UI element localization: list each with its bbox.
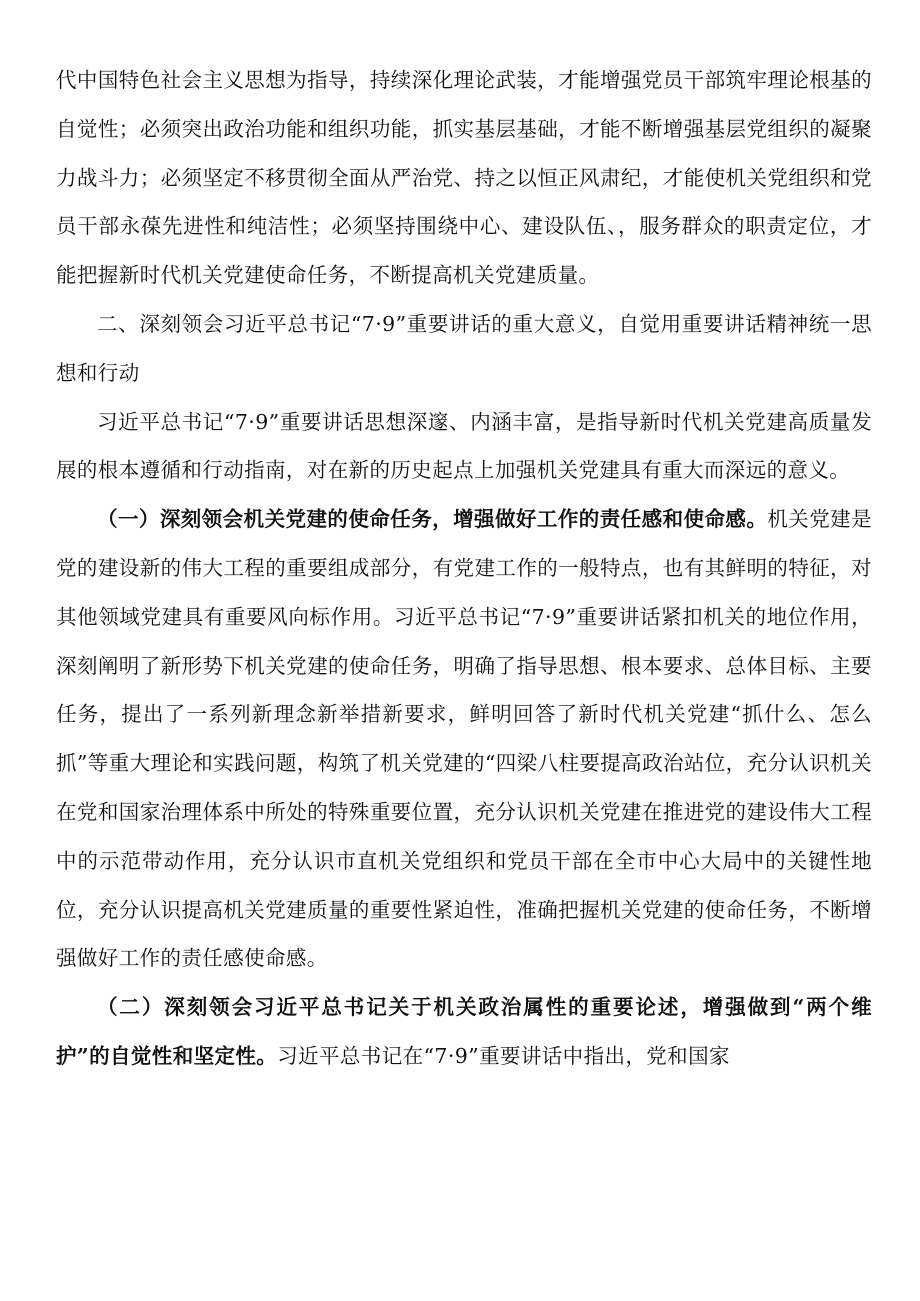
section-heading-two: 二、深刻领会习近平总书记“7·9”重要讲话的重大意义，自觉用重要讲话精神统一思想和行动 xyxy=(56,311,872,385)
subsection-one-body: 机关党建是党的建设新的伟大工程的重要组成部分，有党建工作的一般特点，也有其鲜明的特征，对其他领域党建具有重要风向标作用。习近平总书记“7·9”重要讲话紧扣机关的地位作用，深刻阐明了新形势下机关党建的使命任务，明确了指导思想、根本要求、总体目标、主要任务，提出了一系列新理念新举措新要求，鲜明回答了新时代机关党建“抓什么、怎么抓”等重大理论和实践问题，构筑了机关党建的“四梁八柱要提高政治站位，充分认识机关在党和国家治理体系中所处的特殊重要位置，充分认识机关党建在推进党的建设伟大工程中的示范带动作用，充分认识市直机关党组织和党员干部在全市中心大局中的关键性地位，充分认识提高机关党建质量的重要性紧迫性，准确把握机关党建的使命任务，不断增强做好工作的责任感使命感。 xyxy=(56,507,872,971)
subsection-two-body: 习近平总书记在“7·9”重要讲话中指出，党和国家 xyxy=(277,1043,730,1068)
body-paragraph-continued: 代中国特色社会主义思想为指导，持续深化理论武装，才能增强党员干部筑牢理论根基的自觉性；必须突出政治功能和组织功能，抓实基层基础，才能不断增强基层党组织的凝聚力战斗力；必须坚定不移贯彻全面从严治党、持之以恒正风肃纪，才能使机关党组织和党员干部永葆先进性和纯洁性；必须坚持围绕中心、建设队伍、，服务群众的职责定位，才能把握新时代机关党建使命任务，不断提高机关党建质量。 xyxy=(56,68,872,288)
subsection-two xyxy=(56,983,872,1081)
document-page xyxy=(56,56,872,1081)
subsection-one-title: （一）深刻领会机关党建的使命任务，增强做好工作的责任感和使命感。 xyxy=(97,507,768,532)
subsection-two-title: （二）深刻领会习近平总书记关于机关政治属性的重要论述，增强做到“两个维护”的自觉性和坚定性。 xyxy=(56,995,872,1068)
body-paragraph-intro: 习近平总书记“7·9”重要讲话思想深邃、内涵丰富，是指导新时代机关党建高质量发展的根本遵循和行动指南，对在新的历史起点上加强机关党建具有重大而深远的意义。 xyxy=(56,409,872,483)
subsection-one xyxy=(56,495,872,983)
